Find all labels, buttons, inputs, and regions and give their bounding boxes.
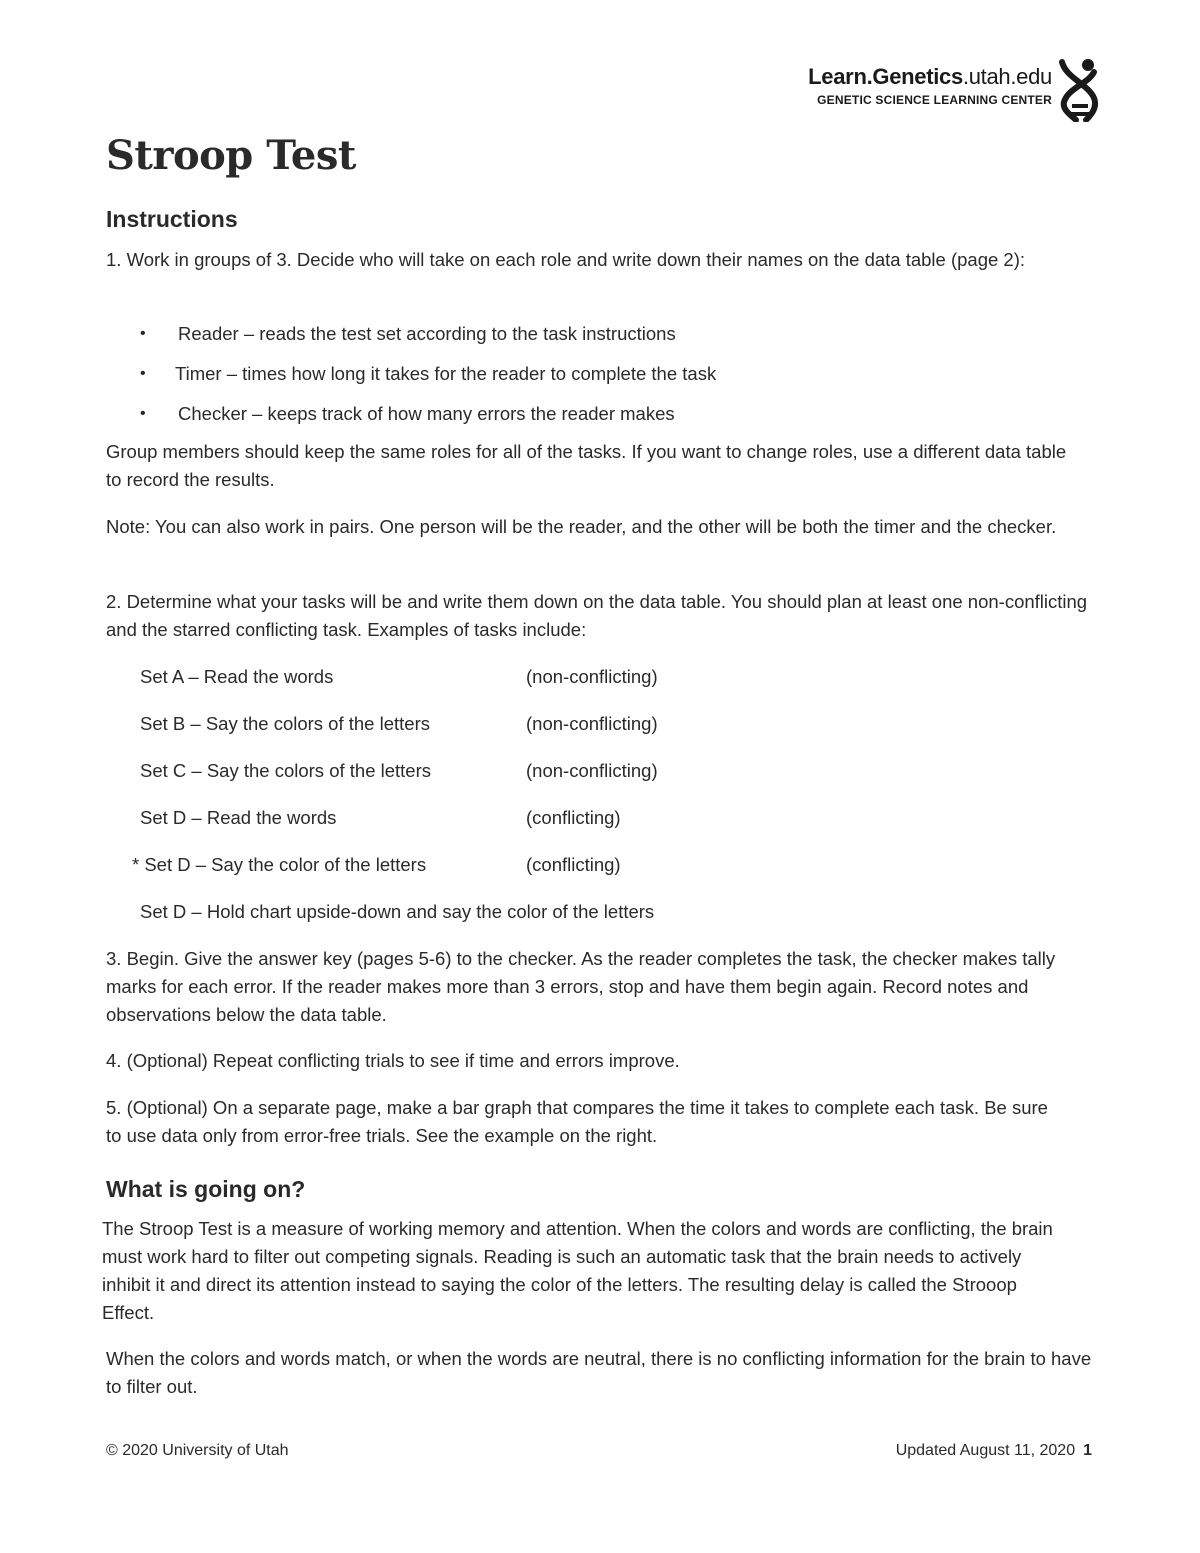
role-timer: Timer – times how long it takes for the reader to complete the task bbox=[175, 363, 717, 384]
table-row bbox=[140, 700, 1040, 747]
step-3-text: 3. Begin. Give the answer key (pages 5-6) to the checker. As the reader completes the task, the checker makes tally marks for each error. If the reader makes more than 3 errors, stop and have them begin again. Record notes and observations below the data table. bbox=[106, 948, 1056, 1025]
table-row bbox=[140, 794, 1040, 841]
footer-updated bbox=[896, 1442, 1092, 1460]
explanation-paragraph-1 bbox=[102, 1215, 1072, 1327]
task-label: Set D – Read the words bbox=[140, 806, 337, 828]
role-reader: Reader – reads the test set according to the task instructions bbox=[178, 323, 676, 344]
explanation-heading: What is going on? bbox=[106, 1176, 306, 1202]
step-1-text: 1. Work in groups of 3. Decide who will take on each role and write down their names on the data table (page 2): bbox=[106, 249, 1026, 270]
list-item bbox=[140, 394, 1040, 434]
task-type: (non-conflicting) bbox=[526, 712, 658, 734]
instructions-heading-block bbox=[106, 206, 1096, 233]
table-row bbox=[140, 747, 1040, 794]
bullet-icon: • bbox=[140, 365, 146, 382]
site-logo[interactable] bbox=[780, 64, 1100, 120]
table-row bbox=[132, 841, 1040, 888]
task-type: (non-conflicting) bbox=[526, 665, 658, 687]
step-4 bbox=[106, 1047, 1096, 1075]
roles-list bbox=[140, 314, 1040, 434]
task-type: (conflicting) bbox=[526, 853, 621, 875]
explanation-text-2: When the colors and words match, or when the words are neutral, there is no conflicting information for the brain to have to filter out. bbox=[106, 1348, 1092, 1397]
step-1 bbox=[106, 246, 1066, 274]
task-label-starred: * Set D – Say the color of the letters bbox=[132, 853, 427, 875]
step-5 bbox=[106, 1094, 1066, 1150]
page-title: Stroop Test bbox=[106, 132, 356, 179]
task-examples bbox=[132, 653, 1040, 935]
explanation-paragraph-2 bbox=[106, 1345, 1101, 1401]
dna-figure-icon bbox=[1058, 58, 1102, 122]
task-label: Set D – Hold chart upside-down and say the color of the letters bbox=[140, 900, 655, 922]
step-3 bbox=[106, 945, 1066, 1029]
task-label: Set C – Say the colors of the letters bbox=[140, 759, 432, 781]
explanation-text-1: The Stroop Test is a measure of working memory and attention. When the colors and words are conflicting, the brain must work hard to filter out competing signals. Reading is such an automatic task that the brain needs to actively inhibit it and direct its attention instead to saying the color of the letters. The resulting delay is called the Strooop Effect. bbox=[102, 1218, 1053, 1323]
list-item bbox=[140, 354, 1040, 394]
bullet-icon: • bbox=[140, 325, 146, 342]
task-type: (conflicting) bbox=[526, 806, 621, 828]
step-4-text: 4. (Optional) Repeat conflicting trials to see if time and errors improve. bbox=[106, 1050, 680, 1071]
roles-note bbox=[106, 438, 1081, 494]
task-label: Set B – Say the colors of the letters bbox=[140, 712, 430, 734]
instructions-heading: Instructions bbox=[106, 206, 238, 232]
roles-note-text: Group members should keep the same roles for all of the tasks. If you want to change roles, use a different data table to record the results. bbox=[106, 441, 1067, 490]
table-row bbox=[140, 888, 1040, 935]
pairs-note bbox=[106, 513, 1096, 541]
table-row bbox=[140, 653, 1040, 700]
logo-subtitle: GENETIC SCIENCE LEARNING CENTER bbox=[817, 93, 1052, 107]
logo-wordmark bbox=[780, 64, 1052, 108]
role-checker: Checker – keeps track of how many errors the reader makes bbox=[178, 403, 675, 424]
task-type: (non-conflicting) bbox=[526, 759, 658, 781]
step-5-text: 5. (Optional) On a separate page, make a bar graph that compares the time it takes to complete each task. Be sure to use data only from error-free trials. See the example on the right. bbox=[106, 1097, 1048, 1146]
bullet-icon: • bbox=[140, 405, 146, 422]
pairs-note-text: Note: You can also work in pairs. One person will be the reader, and the other will be both the timer and the checker. bbox=[106, 516, 1057, 537]
updated-date: Updated August 11, 2020 bbox=[895, 1442, 1076, 1459]
explanation-heading-block bbox=[106, 1176, 1096, 1203]
footer-copyright: © 2020 University of Utah bbox=[106, 1442, 289, 1459]
task-label: Set A – Read the words bbox=[140, 665, 334, 687]
page-number: 1 bbox=[1083, 1442, 1092, 1459]
step-2 bbox=[106, 588, 1101, 644]
step-2-text: 2. Determine what your tasks will be and write them down on the data table. You should plan at least one non-conflicting and the starred conflicting task. Examples of tasks include: bbox=[106, 591, 1088, 640]
logo-title: Learn.Genetics.utah.edu bbox=[808, 64, 1052, 89]
list-item bbox=[140, 314, 1040, 354]
